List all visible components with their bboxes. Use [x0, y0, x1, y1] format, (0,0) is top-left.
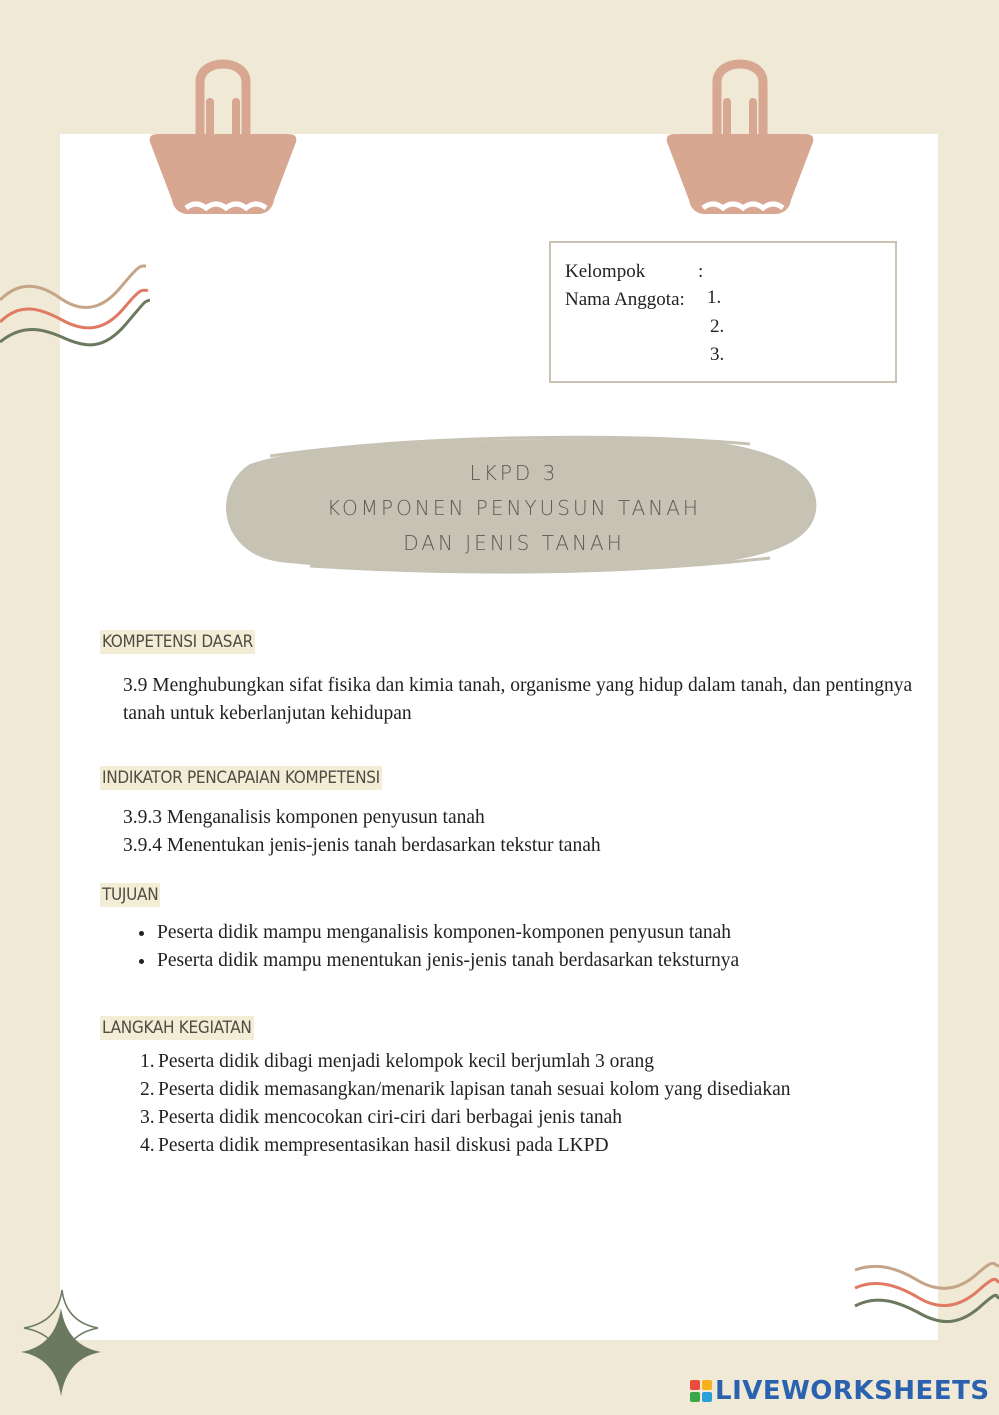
members-row — [565, 286, 685, 314]
list-item — [140, 1132, 920, 1160]
list-item-text: Peserta didik mencocokan ciri-ciri dari berbagai jenis tanah — [158, 1107, 623, 1128]
member-number: 3. — [710, 344, 725, 365]
indikator-list — [123, 804, 913, 860]
list-item-text: Peserta didik mempresentasikan hasil diskusi pada LKPD — [158, 1135, 609, 1156]
liveworksheets-watermark[interactable] — [690, 1376, 990, 1406]
list-item: 3.9.4 Menentukan jenis-jenis tanah berdasarkan tekstur tanah — [123, 835, 601, 856]
langkah-list — [140, 1048, 920, 1160]
worksheet-title — [210, 456, 818, 561]
member-number: 1. — [707, 287, 722, 308]
list-item: 3.9.3 Menganalisis komponen penyusun tanah — [123, 807, 485, 828]
watermark-text: LIVEWORKSHEETS — [715, 1376, 990, 1406]
list-number: 4. — [140, 1135, 155, 1156]
section-heading-kompetensi-dasar: KOMPETENSI DASAR — [102, 632, 253, 652]
section-heading-tujuan: TUJUAN — [102, 885, 159, 905]
list-item: Peserta didik mampu menganalisis komponen-komponen penyusun tanah — [123, 919, 913, 947]
list-number: 3. — [140, 1107, 155, 1128]
group-colon: : — [698, 261, 704, 282]
list-item — [140, 1076, 920, 1104]
wave-lines-icon — [0, 262, 150, 347]
list-item-text: Peserta didik memasangkan/menarik lapisan tanah sesuai kolom yang disediakan — [158, 1079, 791, 1100]
list-number: 1. — [140, 1051, 155, 1072]
list-number: 2. — [140, 1079, 155, 1100]
list-item — [140, 1048, 920, 1076]
section-heading-langkah: LANGKAH KEGIATAN — [102, 1018, 252, 1038]
section-heading-indikator: INDIKATOR PENCAPAIAN KOMPETENSI — [102, 768, 380, 788]
title-line: LKPD 3 — [469, 461, 559, 485]
list-item — [140, 1104, 920, 1132]
list-item: Peserta didik mampu menentukan jenis-jenis tanah berdasarkan teksturnya — [123, 947, 913, 975]
title-line: DAN JENIS TANAH — [403, 531, 625, 555]
group-label: Kelompok — [565, 261, 646, 282]
tujuan-list — [123, 919, 913, 975]
member-number: 2. — [710, 316, 725, 337]
binder-clip-icon — [148, 52, 298, 218]
group-row — [565, 258, 704, 286]
wave-lines-icon — [853, 1262, 999, 1332]
list-item-text: Peserta didik dibagi menjadi kelompok kecil berjumlah 3 orang — [158, 1051, 655, 1072]
binder-clip-icon — [665, 52, 815, 218]
title-line: KOMPONEN PENYUSUN TANAH — [327, 496, 701, 520]
sparkle-star-icon — [21, 1308, 101, 1396]
group-info-box — [549, 241, 897, 383]
liveworksheets-logo-icon — [690, 1380, 712, 1402]
members-label: Nama Anggota: — [565, 289, 685, 310]
kompetensi-dasar-text: 3.9 Menghubungkan sifat fisika dan kimia tanah, organisme yang hidup dalam tanah, dan pentingnya tanah untuk keberlanjutan kehidupan — [123, 675, 913, 724]
